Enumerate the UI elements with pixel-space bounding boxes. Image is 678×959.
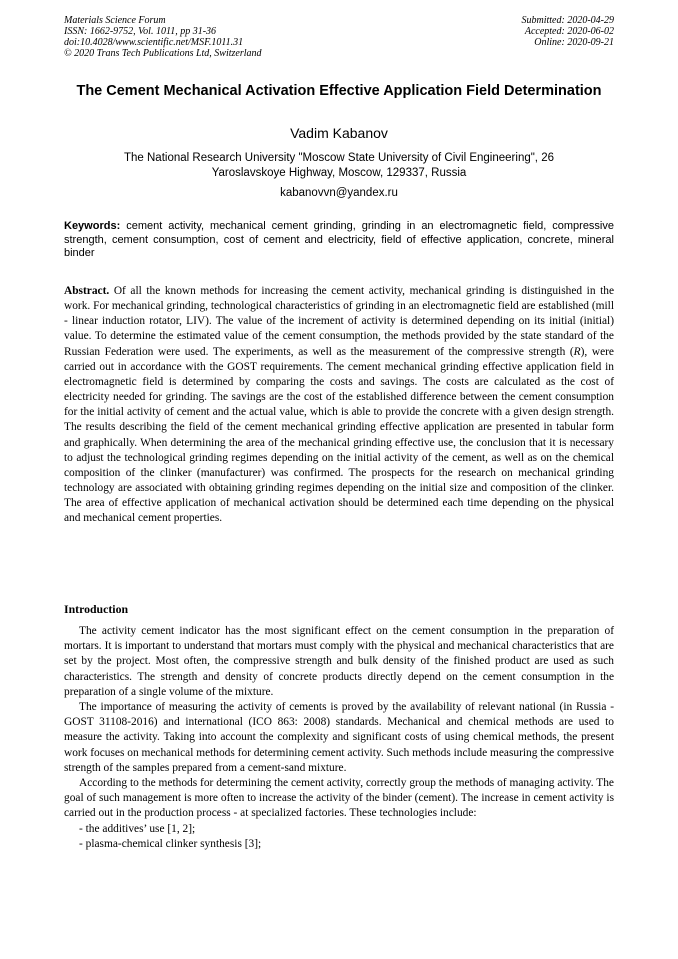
introduction-paragraph-2: The importance of measuring the activity of cements is proved by the availability of relevant national (in Russia - GOST 31108-2016) and international (ICO 863: 2008) standards. Mechanical and chemical methods are used to measure the activity. Taking into account the complexity and significant costs of using chemical methods, the present work focuses on mechanical methods for determining cement activity. Such methods include measuring the compressive strength of the samples prepared from a cement-sand mixture. (64, 701, 614, 774)
accepted-date: Accepted: 2020-06-02 (524, 26, 614, 37)
abstract-label: Abstract. (64, 285, 110, 297)
online-date: Online: 2020-09-21 (534, 37, 614, 48)
introduction-paragraph-1: The activity cement indicator has the most significant effect on the cement consumption in the preparation of mortars. It is important to understand that mortars must comply with the physical and mechanical characteristics that are set by the project. Most often, the compressive strength and bulk density of the finished product are used as such characteristics. The strength and density of concrete products directly depend on the cement consumption in the preparation of a single volume of the mixture. (64, 625, 614, 698)
abstract-block (64, 284, 614, 527)
keywords-block (64, 220, 614, 261)
introduction-body (64, 624, 614, 852)
keywords-label: Keywords: (64, 220, 121, 232)
journal-issn: ISSN: 1662-9752, Vol. 1011, pp 31-36 (64, 26, 217, 37)
journal-copyright: © 2020 Trans Tech Publications Ltd, Switzerland (64, 48, 262, 59)
submission-dates (522, 15, 615, 48)
author-email[interactable]: kabanovvn@yandex.ru (280, 187, 398, 199)
journal-name: Materials Science Forum (64, 15, 166, 26)
abstract-symbol-r: R (573, 345, 581, 358)
author-name: Vadim Kabanov (290, 125, 388, 141)
abstract-text-part-2: ), were carried out in accordance with the GOST requirements. The cement mechanical grinding effective application field in electromagnetic field is determined by comparing the costs and savings. The costs are calculated as the cost of electricity needed for grinding. The savings are the cost of the established difference between the cement consumption for the initial activity of cement and the actual value, which is able to provide the concrete with a given design strength. The results describing the field of the cement mechanical grinding effective application are presented in tabular form and graphically. When determining the area of the mechanical grinding effective use, the conclusion that it is necessary to adjust the technological grinding regimes depending on the initial activity of the cement, as well as on the chemical composition of the clinker (manufacturer) was confirmed. The prospects for the research on mechanical grinding technology are associated with obtaining grinding regimes depending on the initial size and composition of the clinker. The area of effective application of mechanical activation should be determined each time depending on the physical and mechanical cement properties. (64, 345, 614, 525)
list-item: - the additives’ use [1, 2]; (79, 822, 196, 835)
journal-info (64, 15, 262, 59)
author-affiliation: The National Research University "Moscow State University of Civil Engineering", 26 Yaroslavskoye Highway, Moscow, 129337, Russia (123, 152, 554, 179)
introduction-paragraph-3: According to the methods for determining the cement activity, correctly group the methods of managing activity. The goal of such management is more often to increase the activity of the binder (cement). The increase in cement activity is carried out in the production process - at specialized factories. These technologies include: (64, 777, 614, 820)
submitted-date: Submitted: 2020-04-29 (521, 15, 614, 26)
introduction-heading: Introduction (64, 602, 129, 616)
journal-doi: doi:10.4028/www.scientific.net/MSF.1011.31 (64, 37, 244, 48)
abstract-text-part-1: Of all the known methods for increasing the cement activity, mechanical grinding is distinguished in the work. For mechanical grinding, technological characteristics of grinding in an electromagnetic field are established (mill - linear induction rotator, LIV). The value of the increment of activity is determined depending on its initial (initial) value. To determine the estimated value of the cement consumption, the methods provided by the state standard of the Russian Federation were used. The experiments, as well as the measurement of the compressive strength ( (64, 285, 614, 358)
keywords-text: cement activity, mechanical cement grinding, grinding in an electromagnetic field, compressive strength, cement consumption, cost of cement and electricity, field of effective application, concrete, mineral binder (64, 220, 614, 259)
paper-title: The Cement Mechanical Activation Effective Application Field Determination (76, 83, 602, 99)
list-item: - plasma-chemical clinker synthesis [3]; (79, 837, 262, 850)
